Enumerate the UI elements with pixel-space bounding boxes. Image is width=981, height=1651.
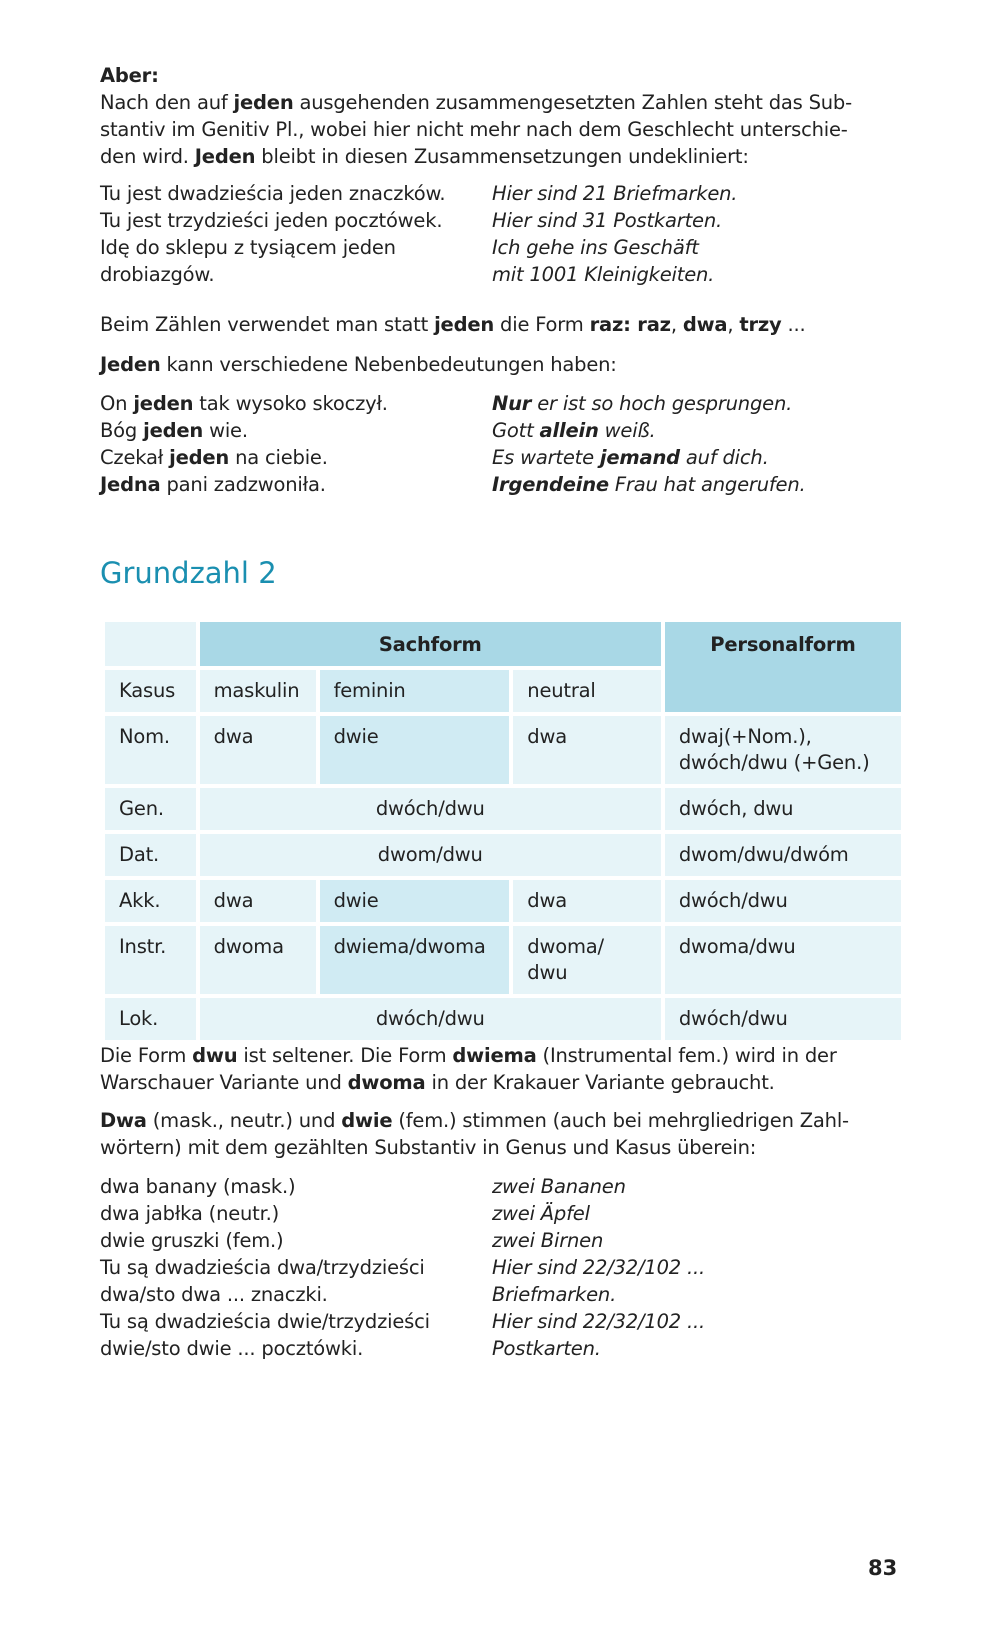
bold-text-run: Irgendeine	[492, 473, 609, 496]
text-run: kann verschiedene Nebenbedeutungen haben:	[160, 353, 617, 376]
bold-text-run: Jeden	[100, 353, 161, 376]
example-row	[100, 417, 900, 444]
german-translation	[492, 471, 806, 498]
text-run: wie.	[203, 419, 248, 442]
bold-text-run: Nur	[492, 392, 532, 415]
polish-example	[100, 180, 492, 207]
german-translation	[492, 1281, 616, 1308]
maskulin-cell: dwa	[200, 880, 316, 922]
text-run: dwa banany (mask.)	[100, 1175, 296, 1198]
german-translation	[492, 207, 722, 234]
german-translation	[492, 1173, 626, 1200]
table-row	[105, 834, 901, 876]
neutral-header: neutral	[513, 670, 661, 712]
bold-text-run: Jedna	[100, 473, 161, 496]
kasus-header: Kasus	[105, 670, 196, 712]
polish-example	[100, 234, 492, 261]
text-run: bleibt in diesen Zusammensetzungen undekliniert:	[255, 145, 749, 168]
text-run: Tu są dwadzieścia dwie/trzydzieści	[100, 1310, 430, 1333]
german-translation	[492, 1227, 603, 1254]
example-row	[100, 471, 900, 498]
text-run: (fem.) stimmen (auch bei mehrgliedrigen Zahl- wörtern) mit dem gezählten Substantiv in Genus und Kasus überein:	[100, 1109, 849, 1159]
neutral-line-1: dwoma/	[527, 935, 604, 958]
case-cell: Instr.	[105, 926, 196, 994]
example-row	[100, 207, 900, 234]
maskulin-cell: dwoma	[200, 926, 316, 994]
personal-cell: dwóch, dwu	[665, 788, 901, 830]
text-run: Nach den auf	[100, 91, 234, 114]
text-run: drobiazgów.	[100, 263, 215, 286]
german-translation	[492, 180, 737, 207]
declension-table	[101, 618, 905, 1044]
bold-text-run: dwiema	[452, 1044, 537, 1067]
personal-line-2: dwóch/dwu (+Gen.)	[678, 751, 870, 774]
polish-example	[100, 417, 492, 444]
text-run: ist seltener. Die Form	[237, 1044, 453, 1067]
text-run: dwie gruszki (fem.)	[100, 1229, 284, 1252]
example-row	[100, 390, 900, 417]
example-row	[100, 180, 900, 207]
text-run: Frau hat angerufen.	[608, 473, 806, 496]
text-run: ,	[670, 313, 683, 336]
paragraph-jeden-genitive	[100, 89, 860, 170]
text-run: (Instrumental fem.) wird in der Warschauer Variante und	[100, 1044, 837, 1094]
text-run: zwei Bananen	[492, 1175, 626, 1198]
text-run: ausgehenden zusammengesetzten Zahlen steht das Sub- stantiv im Genitiv Pl., wobei hier nicht mehr nach dem Geschlecht unterschie- den wird.	[100, 91, 852, 168]
sachform-header: Sachform	[200, 622, 661, 666]
bold-text-run: jemand	[599, 446, 680, 469]
text-run: Tu jest dwadzieścia jeden znaczków.	[100, 182, 446, 205]
bold-text-run: dwa	[682, 313, 728, 336]
bold-text-run: jeden	[143, 419, 204, 442]
table-header-row	[105, 622, 901, 666]
case-cell: Lok.	[105, 998, 196, 1040]
text-run: On	[100, 392, 134, 415]
text-run: auf dich.	[679, 446, 769, 469]
table-row	[105, 926, 901, 994]
example-row	[100, 1200, 900, 1227]
bold-text-run: Dwa	[100, 1109, 147, 1132]
polish-example	[100, 261, 492, 288]
table-corner-cell	[105, 622, 196, 666]
bold-text-run: trzy	[739, 313, 782, 336]
bold-text-run: dwie	[341, 1109, 393, 1132]
example-row	[100, 234, 900, 261]
bold-text-run: allein	[539, 419, 599, 442]
polish-example	[100, 1200, 492, 1227]
personal-cell: dwoma/dwu	[665, 926, 901, 994]
example-block-3	[100, 1173, 900, 1362]
bold-text-run: jeden	[133, 392, 194, 415]
polish-example	[100, 390, 492, 417]
paragraph-meanings	[100, 351, 900, 378]
text-run: ,	[727, 313, 740, 336]
text-run: dwa jabłka (neutr.)	[100, 1202, 280, 1225]
text-run: Tu są dwadzieścia dwa/trzydzieści	[100, 1256, 425, 1279]
example-block-2	[100, 390, 900, 498]
text-run: Czekał	[100, 446, 170, 469]
page-number: 83	[868, 1556, 898, 1580]
sachform-merged-cell: dwom/dwu	[200, 834, 661, 876]
example-row	[100, 261, 900, 288]
neutral-line-2: dwu	[527, 961, 568, 984]
polish-example	[100, 471, 492, 498]
polish-example	[100, 1335, 492, 1362]
text-run: pani zadzwoniła.	[160, 473, 326, 496]
personalform-header: Personalform	[665, 622, 901, 712]
german-translation	[492, 390, 792, 417]
text-run: Tu jest trzydzieści jeden pocztówek.	[100, 209, 443, 232]
text-run: dwie/sto dwie ... pocztówki.	[100, 1337, 364, 1360]
text-run: Bóg	[100, 419, 144, 442]
text-run: Hier sind 31 Postkarten.	[492, 209, 722, 232]
german-translation	[492, 1200, 590, 1227]
example-row	[100, 1335, 900, 1362]
maskulin-cell: dwa	[200, 716, 316, 784]
bold-text-run: jeden	[169, 446, 230, 469]
text-run: Die Form	[100, 1044, 193, 1067]
feminin-header: feminin	[320, 670, 510, 712]
text-run: Hier sind 21 Briefmarken.	[492, 182, 738, 205]
german-translation	[492, 1335, 601, 1362]
polish-example	[100, 1173, 492, 1200]
text-run: zwei Birnen	[492, 1229, 604, 1252]
maskulin-header: maskulin	[200, 670, 316, 712]
example-row	[100, 1281, 900, 1308]
feminin-cell: dwie	[320, 716, 510, 784]
text-run: (mask., neutr.) und	[146, 1109, 342, 1132]
example-row	[100, 1254, 900, 1281]
neutral-cell	[513, 926, 661, 994]
text-run: weiß.	[598, 419, 656, 442]
german-translation	[492, 261, 714, 288]
aber-label: Aber:	[100, 64, 159, 87]
neutral-cell: dwa	[513, 716, 661, 784]
feminin-cell: dwiema/dwoma	[320, 926, 510, 994]
german-translation	[492, 234, 699, 261]
polish-example	[100, 444, 492, 471]
text-run: die Form	[494, 313, 590, 336]
text-run: Briefmarken.	[492, 1283, 617, 1306]
case-cell: Dat.	[105, 834, 196, 876]
text-run: Postkarten.	[492, 1337, 601, 1360]
feminin-cell: dwie	[320, 880, 510, 922]
text-run: tak wysoko skoczył.	[193, 392, 388, 415]
text-run: Idę do sklepu z tysiącem jeden	[100, 236, 396, 259]
bold-text-run: raz: raz	[589, 313, 671, 336]
sachform-merged-cell: dwóch/dwu	[200, 788, 661, 830]
bold-text-run: dwu	[192, 1044, 238, 1067]
text-run: Gott	[492, 419, 540, 442]
text-run: Hier sind 22/32/102 ...	[492, 1310, 705, 1333]
case-cell: Nom.	[105, 716, 196, 784]
personal-line-1: dwaj(+Nom.),	[678, 725, 812, 748]
polish-example	[100, 1254, 492, 1281]
example-row	[100, 1173, 900, 1200]
example-row	[100, 1308, 900, 1335]
table-row	[105, 716, 901, 784]
bold-text-run: dwoma	[347, 1071, 426, 1094]
example-block-1	[100, 180, 900, 288]
table-row	[105, 788, 901, 830]
paragraph-counting	[100, 311, 900, 338]
personal-cell: dwóch/dwu	[665, 880, 901, 922]
case-cell: Gen.	[105, 788, 196, 830]
bold-text-run: jeden	[434, 313, 495, 336]
personal-cell: dwom/dwu/dwóm	[665, 834, 901, 876]
personal-cell	[665, 716, 901, 784]
text-run: in der Krakauer Variante gebraucht.	[425, 1071, 775, 1094]
polish-example	[100, 207, 492, 234]
text-run: zwei Äpfel	[492, 1202, 590, 1225]
polish-example	[100, 1281, 492, 1308]
bold-text-run: jeden	[233, 91, 294, 114]
german-translation	[492, 1254, 705, 1281]
text-run: dwa/sto dwa ... znaczki.	[100, 1283, 328, 1306]
text-run: mit 1001 Kleinigkeiten.	[492, 263, 715, 286]
bold-text-run: Jeden	[194, 145, 256, 168]
paragraph-agreement	[100, 1107, 860, 1161]
text-run: ...	[781, 313, 806, 336]
case-cell: Akk.	[105, 880, 196, 922]
german-translation	[492, 444, 769, 471]
section-heading: Grundzahl 2	[100, 556, 277, 590]
text-run: er ist so hoch gesprungen.	[531, 392, 793, 415]
table-row	[105, 998, 901, 1040]
polish-example	[100, 1227, 492, 1254]
text-run: Ich gehe ins Geschäft	[492, 236, 699, 259]
neutral-cell: dwa	[513, 880, 661, 922]
example-row	[100, 444, 900, 471]
text-run: Hier sind 22/32/102 ...	[492, 1256, 705, 1279]
german-translation	[492, 1308, 705, 1335]
sachform-merged-cell: dwóch/dwu	[200, 998, 661, 1040]
personal-cell: dwóch/dwu	[665, 998, 901, 1040]
paragraph-dwu-form	[100, 1042, 860, 1096]
polish-example	[100, 1308, 492, 1335]
text-run: Es wartete	[492, 446, 600, 469]
text-run: na ciebie.	[229, 446, 328, 469]
example-row	[100, 1227, 900, 1254]
german-translation	[492, 417, 656, 444]
text-run: Beim Zählen verwendet man statt	[100, 313, 435, 336]
table-row	[105, 880, 901, 922]
